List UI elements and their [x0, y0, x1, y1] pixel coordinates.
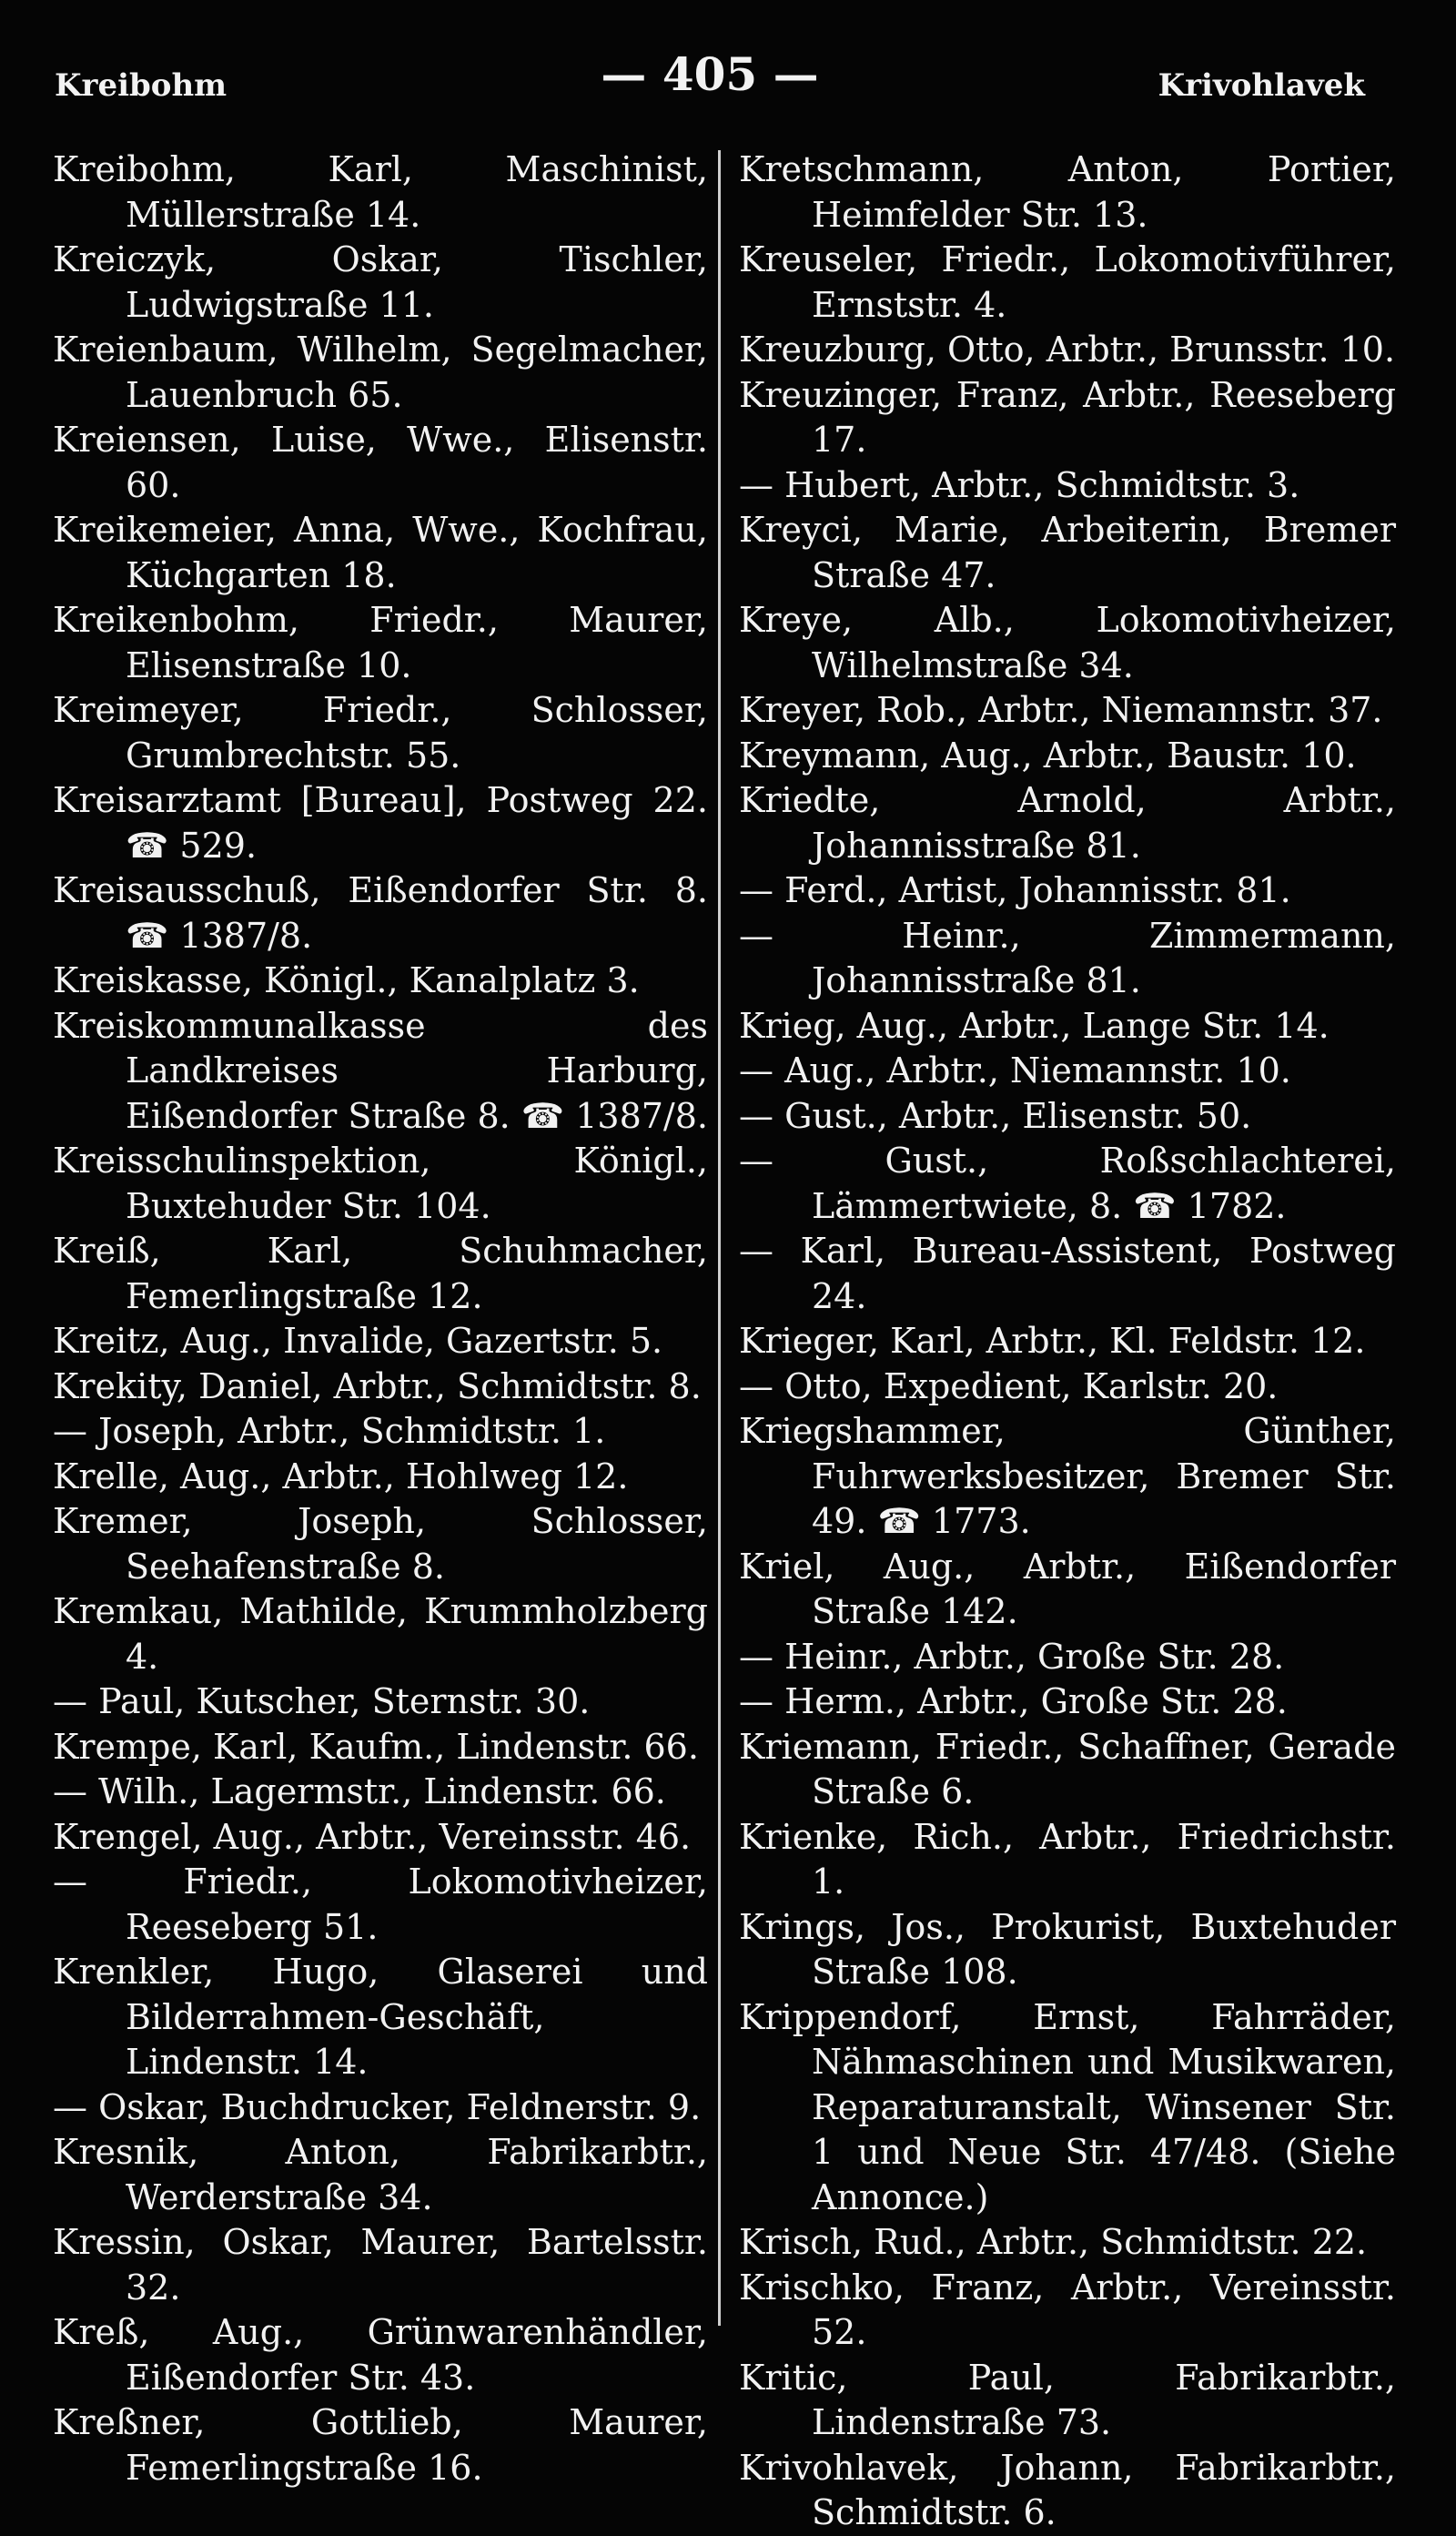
directory-entry: Kreikenbohm, Friedr., Maurer, Elisenstraße 10.	[53, 600, 708, 685]
directory-entry: — Herm., Arbtr., Große Str. 28.	[739, 1681, 1288, 1721]
column-divider	[718, 150, 721, 2326]
directory-entry: — Joseph, Arbtr., Schmidtstr. 1.	[53, 1411, 606, 1451]
directory-entry: — Wilh., Lagermstr., Lindenstr. 66.	[53, 1771, 666, 1811]
page-header	[55, 47, 1365, 120]
directory-entry: Kreymann, Aug., Arbtr., Baustr. 10.	[739, 735, 1357, 776]
directory-entry: Kreiczyk, Oskar, Tischler, Ludwigstraße 11.	[53, 239, 708, 325]
directory-entry: Kresnik, Anton, Fabrikarbtr., Werderstraße 34.	[53, 2132, 708, 2217]
directory-entry: — Ferd., Artist, Johannisstr. 81.	[739, 870, 1291, 910]
directory-entry: Kreikemeier, Anna, Wwe., Kochfrau, Küchgarten 18.	[53, 510, 708, 595]
directory-entry: Kreyer, Rob., Arbtr., Niemannstr. 37.	[739, 690, 1383, 730]
directory-entry: Krivohlavek, Johann, Fabrikarbtr., Schmidtstr. 6.	[739, 2447, 1396, 2532]
page-number: — 405 —	[601, 47, 819, 101]
directory-entry: Kreß, Aug., Grünwarenhändler, Eißendorfer Str. 43.	[53, 2312, 708, 2398]
directory-entry: Kreuzinger, Franz, Arbtr., Reeseberg 17.	[739, 374, 1396, 460]
directory-entry: Kressin, Oskar, Maurer, Bartelsstr. 32.	[53, 2222, 708, 2308]
left-column	[53, 147, 708, 2490]
directory-entry: Kriegshammer, Günther, Fuhrwerksbesitzer, Bremer Str. 49. ☎ 1773.	[739, 1411, 1396, 1541]
directory-entry: Krings, Jos., Prokurist, Buxtehuder Straße 108.	[739, 1906, 1396, 1992]
directory-entry: — Heinr., Zimmermann, Johannisstraße 81.	[739, 915, 1396, 1000]
directory-entry: — Gust., Arbtr., Elisenstr. 50.	[739, 1095, 1252, 1136]
directory-entry: — Aug., Arbtr., Niemannstr. 10.	[739, 1050, 1291, 1090]
directory-entry: Krieger, Karl, Arbtr., Kl. Feldstr. 12.	[739, 1321, 1366, 1361]
directory-entry: Kreye, Alb., Lokomotivheizer, Wilhelmstraße 34.	[739, 600, 1396, 685]
directory-entry: Kreiskommunalkasse des Landkreises Harburg, Eißendorfer Straße 8. ☎ 1387/8.	[53, 1005, 708, 1136]
directory-entry: — Oskar, Buchdrucker, Feldnerstr. 9.	[53, 2086, 702, 2127]
directory-entry: Kreisarztamt [Bureau], Postweg 22. ☎ 529.	[53, 780, 708, 866]
directory-entry: Kreuseler, Friedr., Lokomotivführer, Ernststr. 4.	[739, 239, 1396, 325]
right-column	[739, 147, 1396, 2536]
directory-entry: Kreiensen, Luise, Wwe., Elisenstr. 60.	[53, 420, 708, 505]
header-right-keyword: Krivohlavek	[1158, 67, 1365, 104]
directory-entry: — Karl, Bureau-Assistent, Postweg 24.	[739, 1231, 1396, 1316]
directory-entry: — Gust., Roßschlachterei, Lämmertwiete, 8. ☎ 1782.	[739, 1141, 1396, 1226]
directory-entry: Kritic, Paul, Fabrikarbtr., Lindenstraße 73.	[739, 2357, 1396, 2442]
directory-entry: Kreienbaum, Wilhelm, Segelmacher, Lauenbruch 65.	[53, 330, 708, 415]
directory-entry: Kreitz, Aug., Invalide, Gazertstr. 5.	[53, 1321, 663, 1361]
directory-entry: Kreisausschuß, Eißendorfer Str. 8. ☎ 1387/8.	[53, 870, 708, 956]
directory-entry: Kreibohm, Karl, Maschinist, Müllerstraße 14.	[53, 149, 708, 235]
directory-entry: — Hubert, Arbtr., Schmidtstr. 3.	[739, 464, 1300, 505]
directory-entry: Krengel, Aug., Arbtr., Vereinsstr. 46.	[53, 1816, 692, 1857]
directory-entry: Krenkler, Hugo, Glaserei und Bilderrahmen-Geschäft, Lindenstr. 14.	[53, 1952, 708, 2082]
directory-entry: Krieg, Aug., Arbtr., Lange Str. 14.	[739, 1005, 1330, 1046]
directory-entry: Krekity, Daniel, Arbtr., Schmidtstr. 8.	[53, 1365, 702, 1406]
header-left-keyword: Kreibohm	[55, 67, 228, 104]
directory-entry: Kretschmann, Anton, Portier, Heimfelder Str. 13.	[739, 149, 1396, 235]
directory-entry: Krelle, Aug., Arbtr., Hohlweg 12.	[53, 1456, 629, 1496]
directory-entry: Kriel, Aug., Arbtr., Eißendorfer Straße 142.	[739, 1546, 1396, 1631]
directory-entry: Kriedte, Arnold, Arbtr., Johannisstraße 81.	[739, 780, 1396, 866]
directory-entry: Kreisschulinspektion, Königl., Buxtehuder Str. 104.	[53, 1141, 708, 1226]
directory-entry: Krienke, Rich., Arbtr., Friedrichstr. 1.	[739, 1816, 1396, 1902]
directory-entry: Krischko, Franz, Arbtr., Vereinsstr. 52.	[739, 2267, 1396, 2352]
directory-entry: — Friedr., Lokomotivheizer, Reeseberg 51.	[53, 1861, 708, 1947]
directory-entry: Kreimeyer, Friedr., Schlosser, Grumbrechtstr. 55.	[53, 690, 708, 776]
directory-entry: Krippendorf, Ernst, Fahrräder, Nähmaschinen und Musikwaren, Reparaturanstalt, Winsener Str. 1 und Neue Str. 47/48. (Siehe Annonce.)	[739, 1996, 1396, 2217]
directory-entry: Kreyci, Marie, Arbeiterin, Bremer Straße 47.	[739, 510, 1396, 595]
directory-entry: Krempe, Karl, Kaufm., Lindenstr. 66.	[53, 1726, 699, 1767]
directory-entry: Kriemann, Friedr., Schaffner, Gerade Straße 6.	[739, 1726, 1396, 1811]
directory-entry: Kreiskasse, Königl., Kanalplatz 3.	[53, 960, 640, 1000]
directory-entry: Kreuzburg, Otto, Arbtr., Brunsstr. 10.	[739, 330, 1396, 370]
directory-entry: — Otto, Expedient, Karlstr. 20.	[739, 1365, 1279, 1406]
directory-entry: Kreiß, Karl, Schuhmacher, Femerlingstraße 12.	[53, 1231, 708, 1316]
directory-entry: Kreßner, Gottlieb, Maurer, Femerlingstraße 16.	[53, 2402, 708, 2488]
directory-entry: Krisch, Rud., Arbtr., Schmidtstr. 22.	[739, 2222, 1368, 2262]
directory-entry: Kremer, Joseph, Schlosser, Seehafenstraße 8.	[53, 1501, 708, 1587]
directory-entry: — Paul, Kutscher, Sternstr. 30.	[53, 1681, 591, 1721]
directory-entry: — Heinr., Arbtr., Große Str. 28.	[739, 1636, 1285, 1677]
directory-entry: Kremkau, Mathilde, Krummholzberg 4.	[53, 1591, 708, 1677]
